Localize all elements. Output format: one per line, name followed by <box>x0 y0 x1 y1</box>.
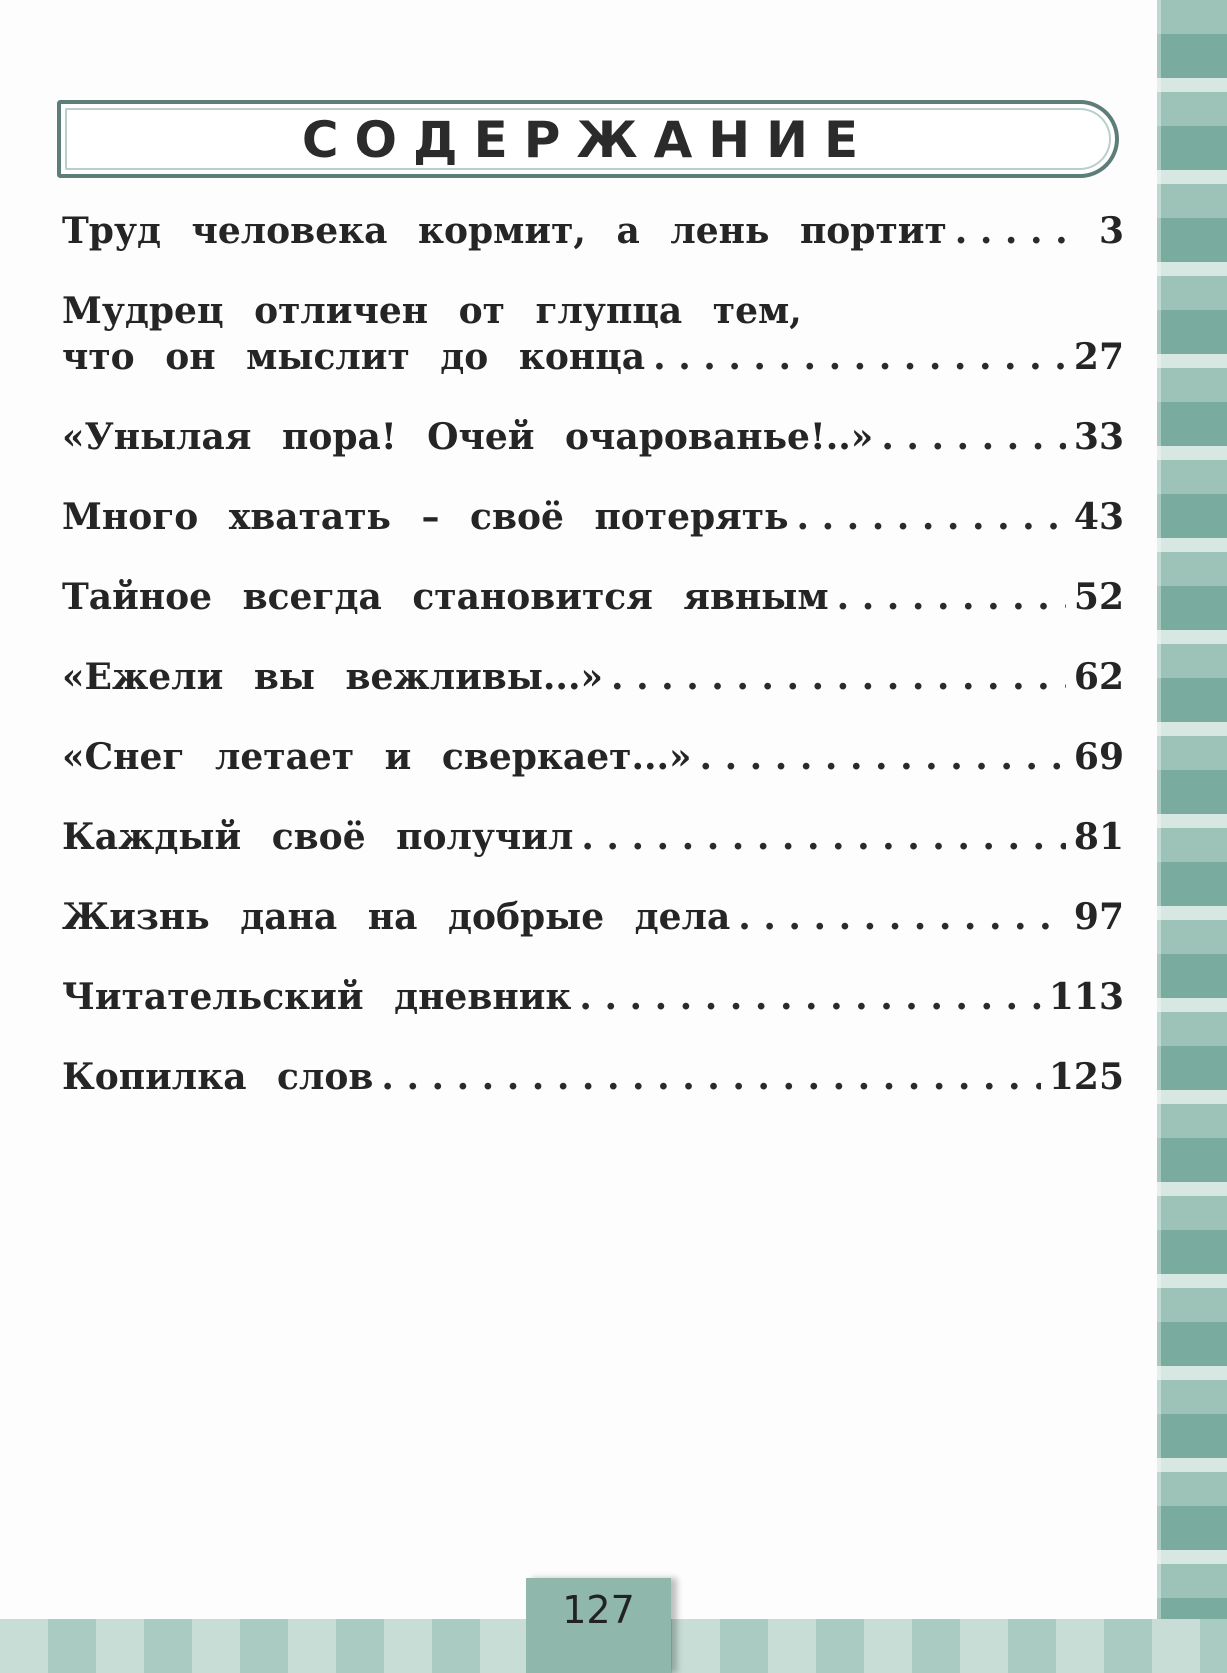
leader-dots <box>581 814 1066 860</box>
toc-entry[interactable] <box>62 974 1124 1020</box>
toc-entry-page: 62 <box>1073 656 1124 698</box>
toc-entry-page: 43 <box>1073 496 1124 538</box>
toc-entry-page: 3 <box>1098 210 1124 252</box>
toc-entry-title: «Унылая пора! Очей очарованье!..» <box>62 416 874 458</box>
leader-dots <box>611 654 1066 700</box>
toc-entry-page: 113 <box>1048 976 1124 1018</box>
toc-entry[interactable] <box>62 894 1124 940</box>
toc-entry-page: 27 <box>1073 336 1124 378</box>
toc-entry-title: Копилка слов <box>62 1056 374 1098</box>
toc-entry-page: 52 <box>1073 576 1124 618</box>
leader-dots <box>738 894 1066 940</box>
leader-dots <box>653 334 1066 380</box>
toc-entry-title: «Ежели вы вежливы...» <box>62 656 604 698</box>
page-number: 127 <box>562 1588 635 1632</box>
toc-entry[interactable] <box>62 1054 1124 1100</box>
heading-frame <box>57 100 1119 178</box>
toc-entry[interactable] <box>62 574 1124 620</box>
leader-dots <box>881 414 1066 460</box>
leader-dots <box>797 494 1066 540</box>
toc-entry-page: 33 <box>1073 416 1124 458</box>
page-heading: СОДЕРЖАНИЕ <box>301 111 875 169</box>
toc-entry-page: 69 <box>1073 736 1124 778</box>
leader-dots <box>381 1054 1040 1100</box>
toc-entry-title: Тайное всегда становится явным <box>62 576 829 618</box>
toc-entry[interactable] <box>62 414 1124 460</box>
toc-entry-title: Жизнь дана на добрые дела <box>62 896 731 938</box>
toc-entry-title: Труд человека кормит, а лень портит <box>62 210 947 252</box>
leader-dots <box>955 208 1076 254</box>
toc-entry[interactable] <box>62 814 1124 860</box>
leader-dots <box>700 734 1066 780</box>
table-of-contents <box>62 208 1124 1134</box>
leader-dots <box>579 974 1040 1020</box>
toc-entry-title: Много хватать – своё потерять <box>62 496 789 538</box>
toc-entry-title-line1: Мудрец отличен от глупца тем, <box>62 290 802 332</box>
toc-entry[interactable] <box>62 654 1124 700</box>
page-number-tab <box>526 1578 671 1673</box>
toc-entry[interactable] <box>62 494 1124 540</box>
toc-entry-page: 97 <box>1073 896 1124 938</box>
toc-entry-page: 81 <box>1073 816 1124 858</box>
toc-entry-title: «Снег летает и сверкает...» <box>62 736 692 778</box>
toc-entry-page: 125 <box>1048 1056 1124 1098</box>
toc-entry[interactable] <box>62 288 1124 380</box>
toc-entry-title: Читательский дневник <box>62 976 572 1018</box>
leader-dots <box>837 574 1066 620</box>
toc-entry[interactable] <box>62 734 1124 780</box>
toc-entry-title: что он мыслит до конца <box>62 336 646 378</box>
toc-entry-title: Каждый своё получил <box>62 816 574 858</box>
right-margin-stripes <box>1157 0 1227 1673</box>
toc-entry[interactable] <box>62 208 1124 254</box>
